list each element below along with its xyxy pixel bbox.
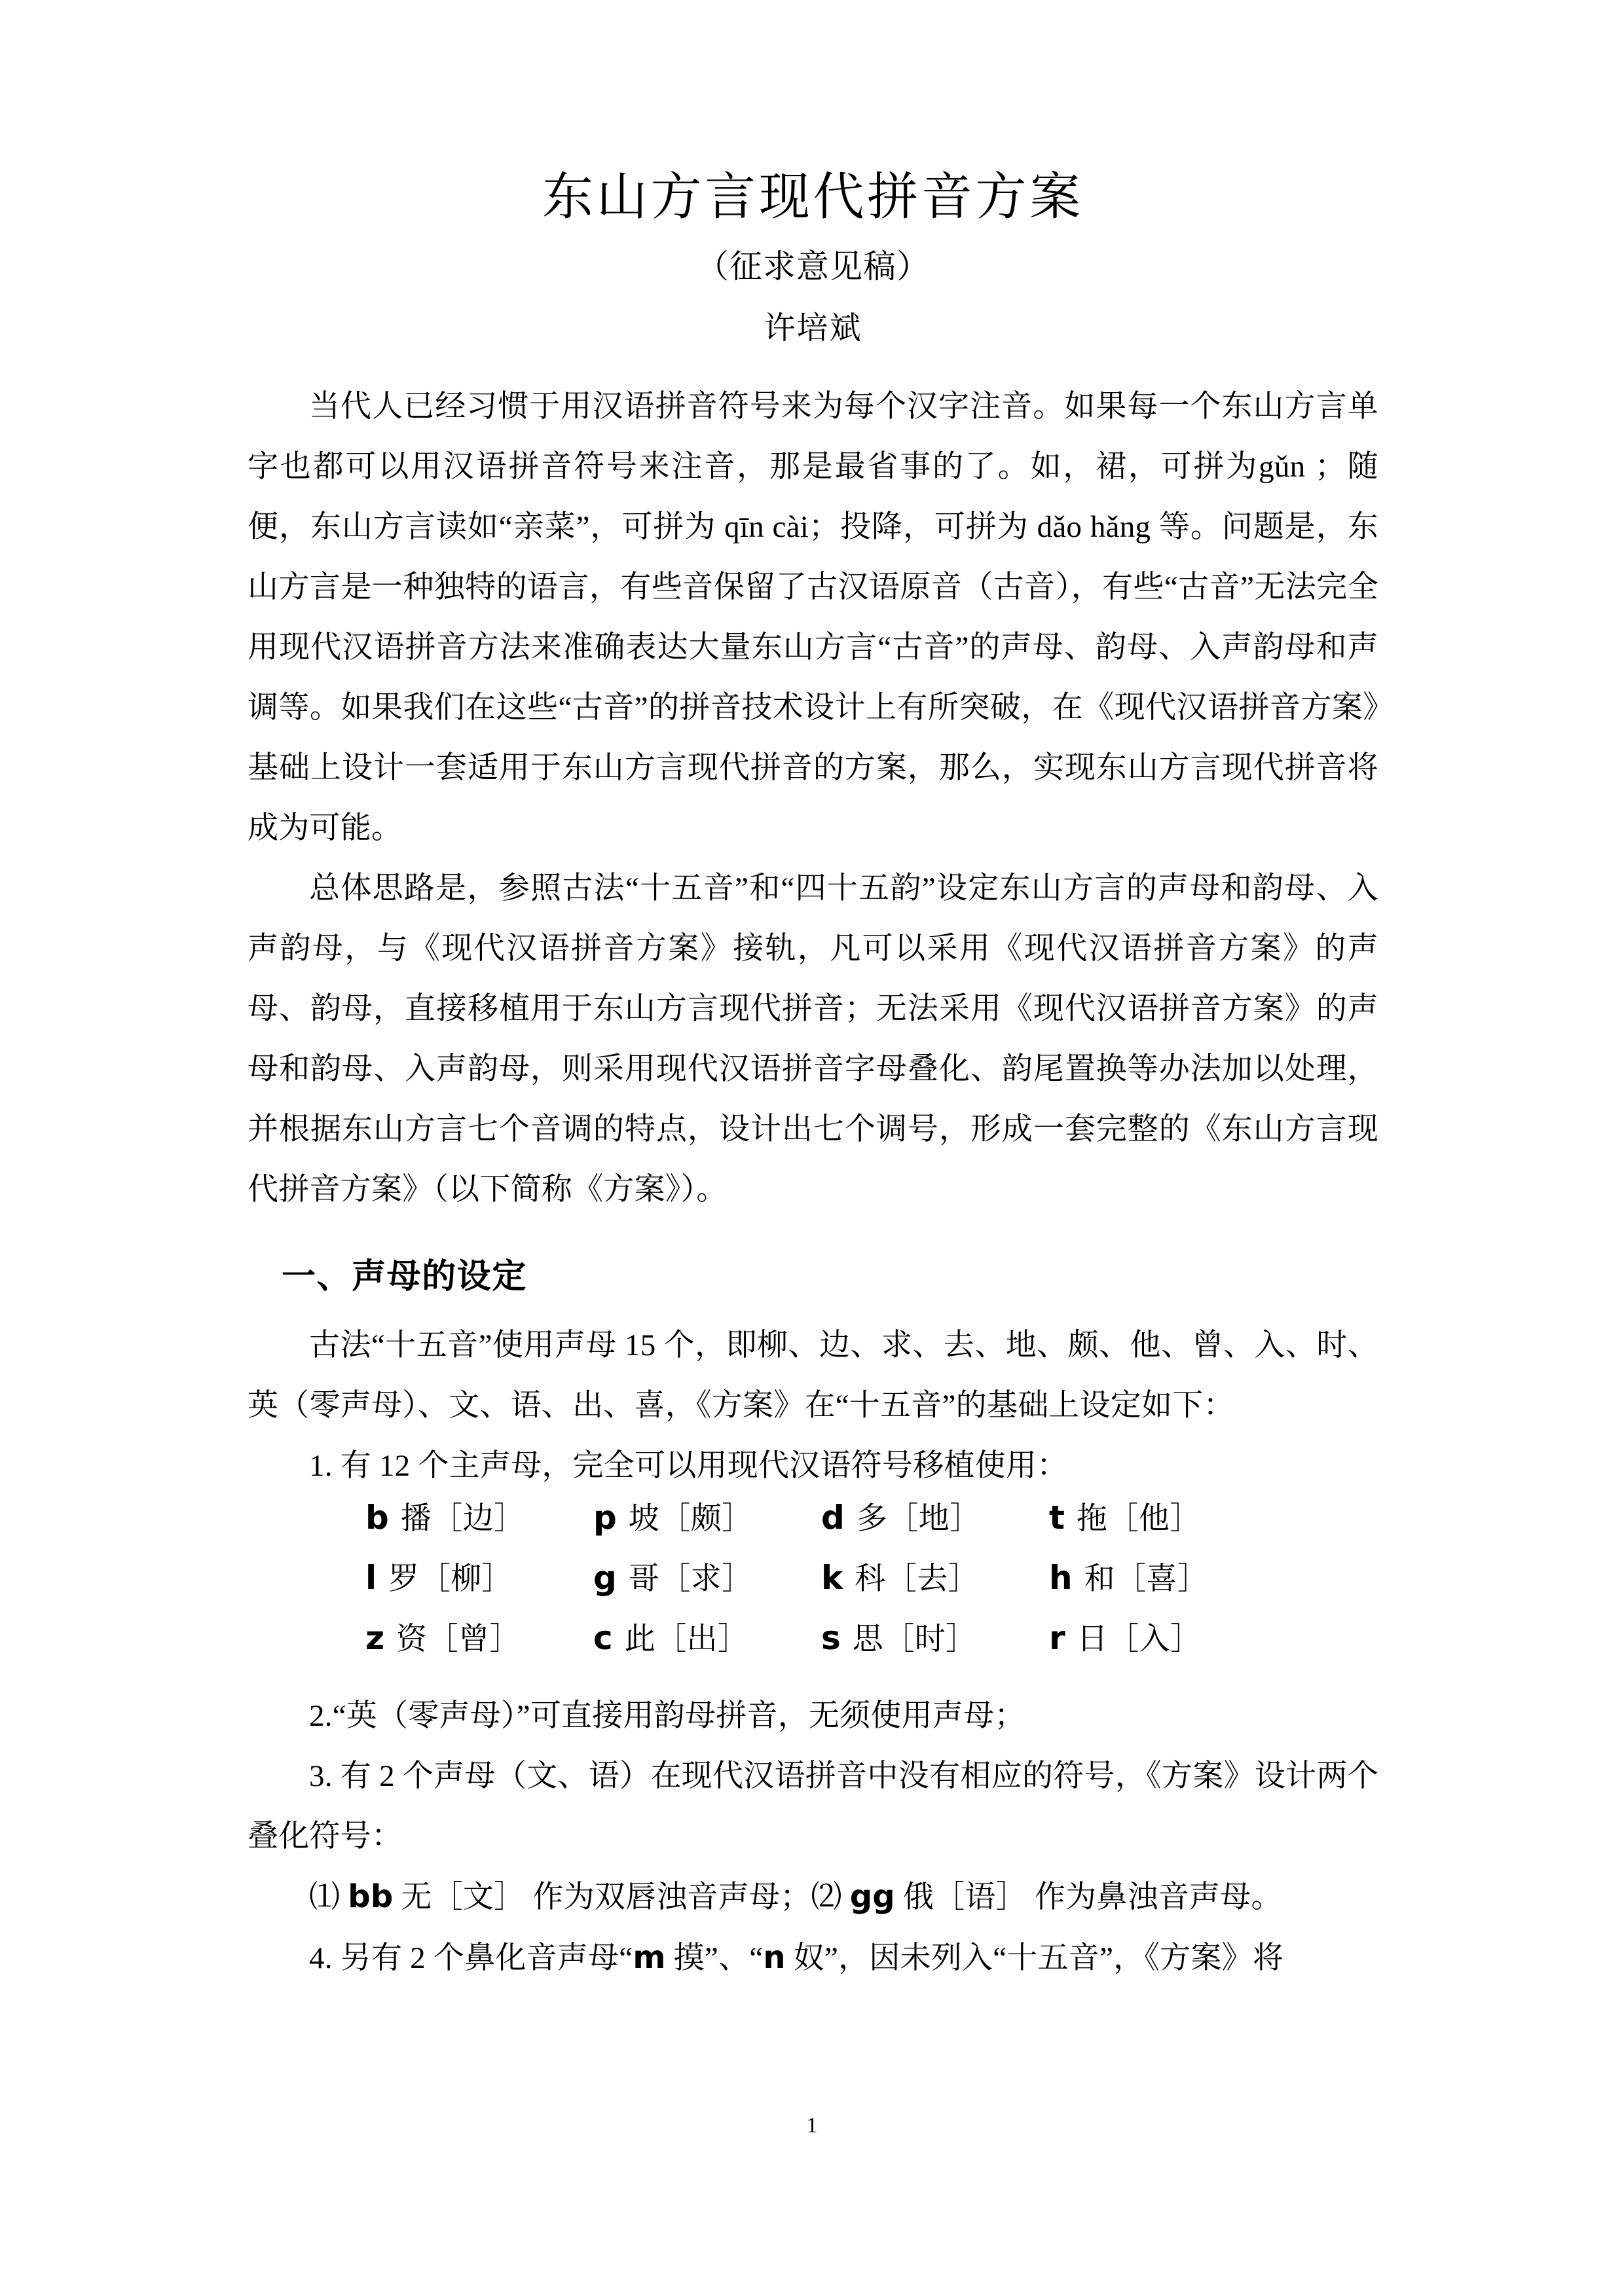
initial-cell-b [365,1498,593,1537]
item4-n-gloss: 奴” [785,1941,839,1975]
initial-letter: r [1049,1618,1065,1657]
initial-gloss: 和［喜］ [1084,1561,1209,1596]
item4-text-before: 4. 另有 2 个鼻化音声母 [309,1941,619,1975]
digraph-line [248,1867,1378,1927]
initials-table [248,1496,1378,1686]
table-row [365,1558,1378,1622]
digraph-1-gloss: 无［文］ 作为双唇浊音声母； [393,1880,811,1914]
nasal-initial-m: m [633,1939,666,1976]
section-heading-initials: 一、声母的设定 [282,1258,527,1296]
initial-cell-z [365,1618,593,1657]
initial-gloss: 哥［求］ [628,1561,753,1596]
initial-cell-t [1049,1498,1277,1537]
paragraph-intro: 当代人已经习惯于用汉语拼音符号来为每个汉字注音。如果每一个东山方言单字也都可以用汉语拼音符号来注音，那是最省事的了。如，裙，可拼为gǔn ；随便，东山方言读如“亲菜”，可拼为 qīn cài；投降，可拼为 dǎo hǎng 等。问题是，东山方言是一种独特的语言，有些音保留了古汉语原音（古音），有些“古音”无法完全用现代汉语拼音方法来准确表达大量东山方言“古音”的声母、韵母、入声韵母和声调等。如果我们在这些“古音”的拼音技术设计上有所突破，在《现代汉语拼音方案》基础上设计一套适用于东山方言现代拼音的方案，那么，实现东山方言现代拼音将成为可能。 [248,389,1378,845]
initial-gloss: 思［时］ [852,1622,977,1656]
initial-letter: s [821,1618,841,1657]
paragraph-approach: 总体思路是，参照古法“十五音”和“四十五韵”设定东山方言的声母和韵母、入声韵母，与《现代汉语拼音方案》接轨，凡可以采用《现代汉语拼音方案》的声母、韵母，直接移植用于东山方言现代拼音；无法采用《现代汉语拼音方案》的声母和韵母、入声韵母，则采用现代汉语拼音字母叠化、韵尾置换等办法加以处理，并根据东山方言七个音调的特点，设计出七个调号，形成一套完整的《东山方言现代拼音方案》（以下简称《方案》）。 [248,871,1378,1207]
initial-gloss: 多［地］ [856,1501,981,1536]
item4-n-open-quote: “ [749,1941,764,1975]
initial-cell-c [593,1618,821,1657]
initial-cell-s [821,1618,1049,1657]
table-row [365,1618,1378,1682]
initial-letter: h [1049,1558,1073,1597]
table-row [365,1498,1378,1561]
initial-cell-h [1049,1558,1277,1597]
initial-cell-g [593,1558,821,1597]
initial-gloss: 坡［颇］ [628,1501,753,1536]
initial-letter: d [821,1498,845,1537]
initial-cell-k [821,1558,1049,1597]
digraph-2-letters: gg [849,1878,895,1915]
initial-gloss: 日［入］ [1077,1622,1202,1656]
initial-letter: k [821,1558,843,1597]
item4-m-gloss: 摸”、 [665,1941,750,1975]
digraph-2-gloss: 俄［语］ 作为鼻浊音声母。 [895,1880,1282,1914]
initial-gloss: 资［曾］ [396,1622,521,1656]
digraph-2-label: ⑵ [811,1880,850,1914]
initial-gloss: 科［去］ [855,1561,980,1596]
initial-letter: p [593,1498,617,1537]
initial-cell-p [593,1498,821,1537]
document-author: 许培斌 [764,311,862,346]
list-item-4 [248,1927,1378,1988]
list-item-3: 3. 有 2 个声母（文、语）在现代汉语拼音中没有相应的符号，《方案》设计两个叠化符号： [248,1758,1378,1853]
initial-gloss: 罗［柳］ [388,1561,513,1596]
initial-gloss: 播［边］ [400,1501,525,1536]
digraph-1-label: ⑴ [309,1880,348,1914]
initial-letter: c [593,1618,613,1657]
section-intro-text: 古法“十五音”使用声母 15 个，即柳、边、求、去、地、颇、他、曾、入、时、英（零声母）、文、语、出、喜，《方案》在“十五音”的基础上设定如下： [248,1328,1378,1423]
item4-m-open-quote: “ [619,1941,633,1975]
page-content [248,0,1378,1988]
initial-letter: l [365,1558,377,1597]
initial-letter: t [1049,1498,1065,1537]
page-number: 1 [806,2113,818,2138]
document-subtitle: （征求意见稿） [696,248,930,285]
nasal-initial-n: n [763,1939,786,1976]
initial-cell-l [365,1558,593,1597]
list-item-2: 2.“英（零声母）”可直接用韵母拼音，无须使用声母； [309,1698,1025,1733]
initial-cell-r [1049,1618,1277,1657]
initial-letter: b [365,1498,389,1537]
initial-gloss: 此［出］ [624,1622,749,1656]
initial-letter: z [365,1618,385,1657]
page-title: 东山方言现代拼音方案 [542,168,1084,225]
digraph-1-letters: bb [348,1878,394,1915]
item4-text-after: ，因未列入“十五音”，《方案》将 [838,1941,1284,1975]
initial-gloss: 拖［他］ [1076,1501,1201,1536]
initial-cell-d [821,1498,1049,1537]
initial-letter: g [593,1558,617,1597]
body-text [248,348,1378,1988]
list-item-1: 1. 有 12 个主声母，完全可以用现代汉语符号移植使用： [309,1448,1068,1483]
